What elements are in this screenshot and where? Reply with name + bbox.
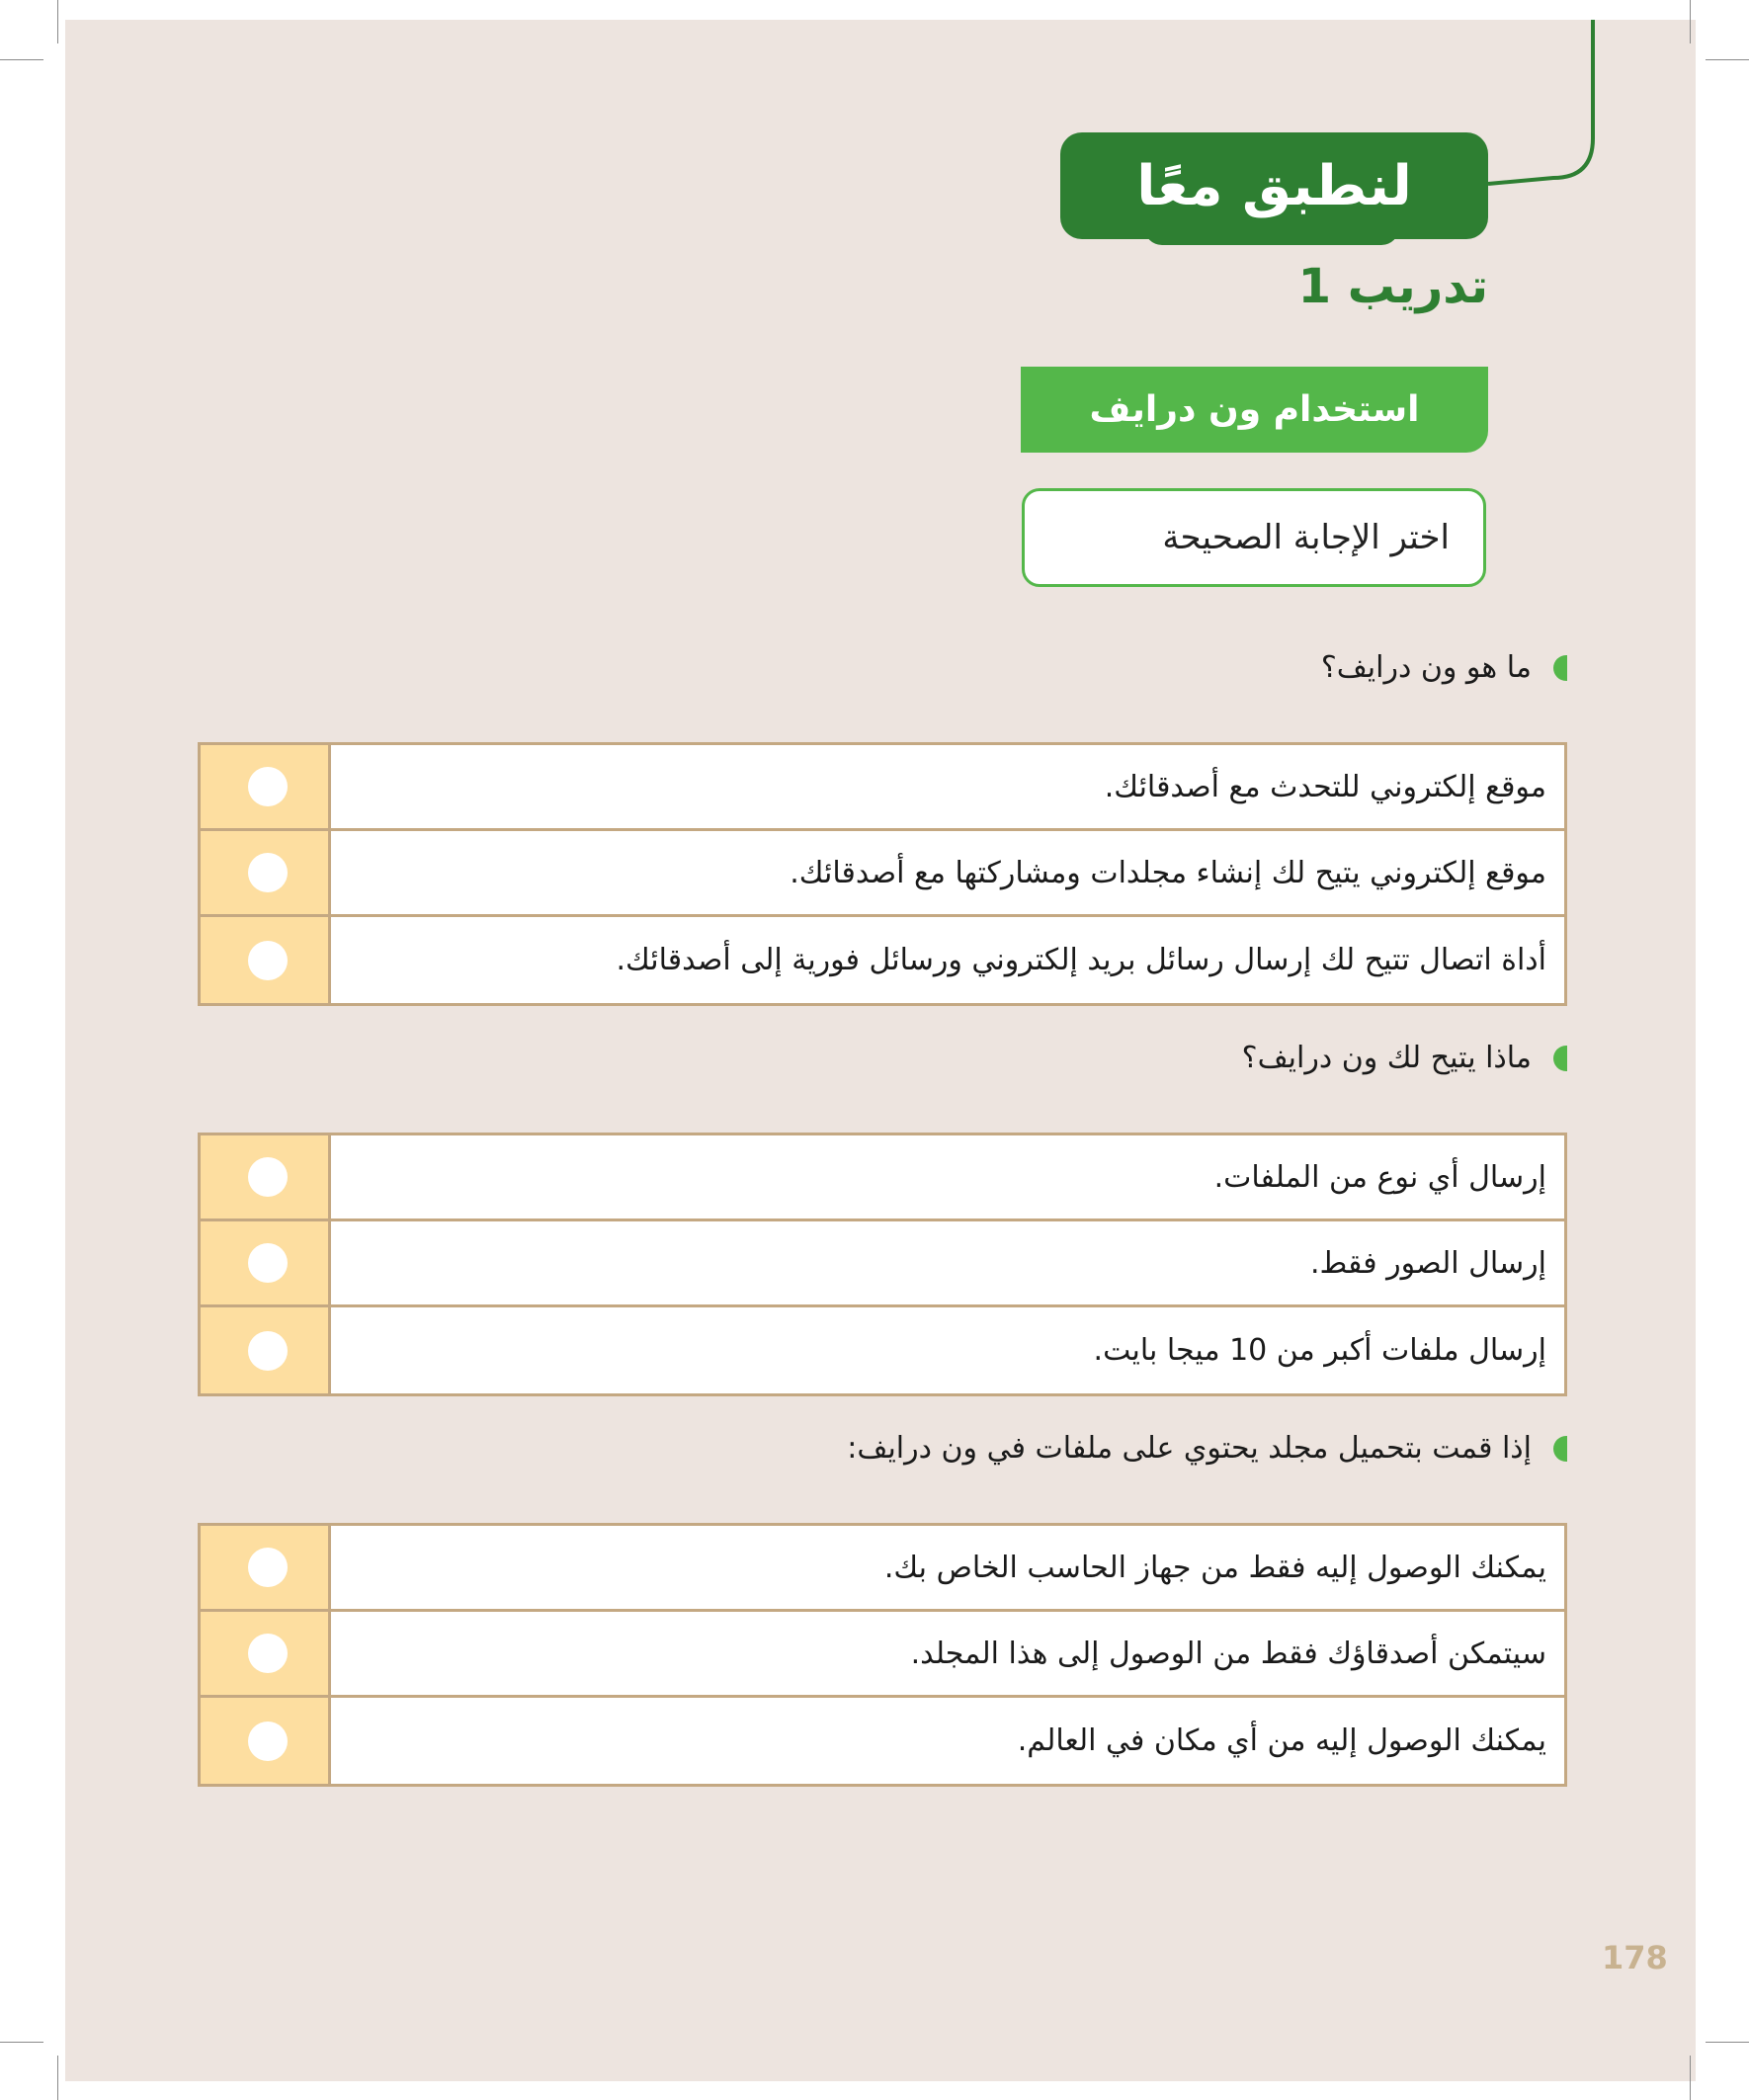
options-table-3 <box>198 1523 1567 1787</box>
radio-cell <box>201 1526 331 1609</box>
radio-cell <box>201 1698 331 1784</box>
option-row <box>201 1698 1564 1784</box>
options-table-1 <box>198 742 1567 1006</box>
option-text: موقع إلكتروني للتحدث مع أصدقائك. <box>1104 769 1546 804</box>
radio-button[interactable] <box>248 941 288 980</box>
option-row <box>201 917 1564 1003</box>
crop-mark <box>0 2042 43 2043</box>
option-text: موقع إلكتروني يتيح لك إنشاء مجلدات ومشاركتها مع أصدقائك. <box>790 855 1546 890</box>
radio-button[interactable] <box>248 1722 288 1761</box>
question-text: ماذا يتيح لك ون درايف؟ <box>1241 1041 1532 1075</box>
radio-button[interactable] <box>248 767 288 806</box>
option-row <box>201 1307 1564 1393</box>
exercise-heading: تدريب 1 <box>1297 259 1488 314</box>
section-title: لنطبق معًا <box>1136 153 1412 218</box>
radio-cell <box>201 831 331 914</box>
bullet-icon <box>1553 1046 1567 1071</box>
radio-button[interactable] <box>248 1548 288 1587</box>
crop-mark <box>0 59 43 60</box>
option-text: إرسال أي نوع من الملفات. <box>1213 1159 1546 1195</box>
option-row <box>201 1135 1564 1221</box>
option-row <box>201 831 1564 917</box>
bullet-icon <box>1553 655 1567 681</box>
question-3 <box>847 1431 1567 1466</box>
option-text: أداة اتصال تتيح لك إرسال رسائل بريد إلكتروني ورسائل فورية إلى أصدقائك. <box>616 943 1546 977</box>
radio-button[interactable] <box>248 1243 288 1283</box>
crop-mark <box>1690 0 1691 43</box>
option-text: سيتمكن أصدقاؤك فقط من الوصول إلى هذا المجلد. <box>910 1636 1546 1671</box>
crop-mark <box>57 2056 58 2100</box>
option-text: يمكنك الوصول إليه فقط من جهاز الحاسب الخاص بك. <box>883 1550 1546 1585</box>
exercise-subtitle: استخدام ون درايف <box>1021 367 1488 453</box>
radio-button[interactable] <box>248 853 288 892</box>
option-text: إرسال الصور فقط. <box>1310 1245 1546 1281</box>
radio-button[interactable] <box>248 1634 288 1673</box>
instruction-box <box>1022 488 1486 587</box>
option-text: يمكنك الوصول إليه من أي مكان في العالم. <box>1017 1723 1546 1758</box>
instruction-text: اختر الإجابة الصحيحة <box>1162 518 1450 557</box>
question-2 <box>1242 1041 1567 1075</box>
radio-cell <box>201 1612 331 1695</box>
crop-mark <box>1706 59 1749 60</box>
question-text: إذا قمت بتحميل مجلد يحتوي على ملفات في ون درايف: <box>847 1431 1532 1466</box>
bullet-icon <box>1553 1436 1567 1462</box>
radio-cell <box>201 745 331 828</box>
question-text: ما هو ون درايف؟ <box>1320 650 1532 685</box>
options-table-2 <box>198 1133 1567 1396</box>
radio-button[interactable] <box>248 1157 288 1197</box>
option-row <box>201 745 1564 831</box>
crop-mark <box>1690 2056 1691 2100</box>
crop-mark <box>57 0 58 43</box>
radio-cell <box>201 1221 331 1304</box>
option-row <box>201 1526 1564 1612</box>
radio-cell <box>201 1135 331 1218</box>
option-row <box>201 1221 1564 1307</box>
radio-cell <box>201 1307 331 1393</box>
option-row <box>201 1612 1564 1698</box>
page-number: 178 <box>1602 1939 1668 1976</box>
option-text: إرسال ملفات أكبر من 10 ميجا بايت. <box>1093 1333 1546 1368</box>
radio-cell <box>201 917 331 1003</box>
question-1 <box>1321 650 1567 685</box>
crop-mark <box>1706 2042 1749 2043</box>
radio-button[interactable] <box>248 1331 288 1371</box>
